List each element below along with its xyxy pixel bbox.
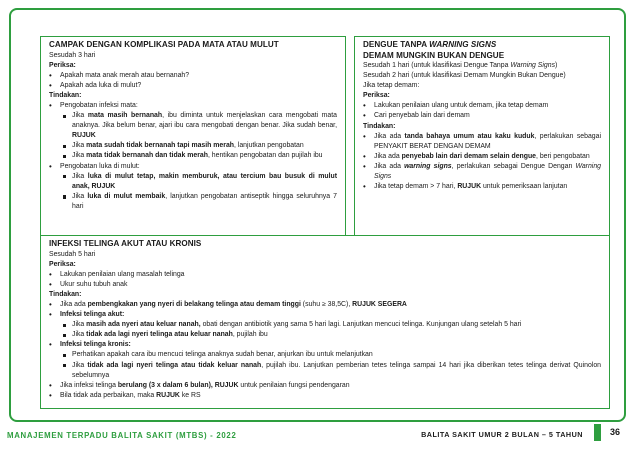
campak-title: CAMPAK DENGAN KOMPLIKASI PADA MATA ATAU MULUT bbox=[49, 40, 279, 49]
demam-title: DEMAM MUNGKIN BUKAN DENGUE bbox=[363, 50, 505, 60]
list-item bbox=[49, 162, 337, 212]
list-item bbox=[49, 101, 337, 162]
item-text-bold: RUJUK SEGERA bbox=[352, 300, 407, 308]
item-text: Jika bbox=[72, 142, 87, 150]
item-text: , hentikan pengobatan dan pujilah ibu bbox=[207, 152, 323, 160]
item-text: Jika bbox=[72, 192, 88, 200]
list-item bbox=[60, 330, 601, 340]
item-text-bold: penyebab lain dari demam selain dengue bbox=[401, 152, 537, 160]
item-text: Jika tetap demam > 7 hari, bbox=[374, 183, 458, 191]
item-text: Jika ada bbox=[374, 162, 405, 170]
telinga-title: INFEKSI TELINGA AKUT ATAU KRONIS bbox=[49, 239, 202, 248]
periksa-label: Periksa: bbox=[49, 260, 76, 268]
item-text-bold: tanda bahaya umum atau kaku kuduk bbox=[404, 132, 535, 140]
item-text-bold: RUJUK bbox=[72, 132, 96, 140]
item-text: , beri pengobatan bbox=[536, 152, 590, 160]
item-text: , ibu diminta untuk menjelaskan cara mengobati mata anaknya. Jika belum benar, ajari ibu cara mengobati dengan benar. Jika sudah benar, bbox=[72, 112, 338, 130]
item-text: untuk penilaian fungsi pendengaran bbox=[238, 381, 350, 389]
list-item bbox=[60, 361, 601, 381]
title-text: DENGUE TANPA bbox=[363, 40, 430, 49]
list-item bbox=[49, 340, 601, 380]
list-item bbox=[60, 151, 337, 161]
item-text: , pujilah ibu. Lanjutkan pemberian tetes telinga sampai 14 hari jika diberikan tetes telinga derivat Quinolon sebelumnya bbox=[72, 361, 601, 379]
item-text-bold: luka di mulut tetap, makin memburuk, atau tercium bau busuk di mulut anak, RUJUK bbox=[72, 172, 338, 190]
item-text-bold: mata sudah tidak bernanah tapi masih merah bbox=[86, 142, 234, 150]
item-text-italic: Warning Signs bbox=[374, 162, 601, 181]
line-text: ) bbox=[555, 62, 558, 69]
item-text: untuk pemeriksaan lanjutan bbox=[481, 183, 568, 191]
item-text: Jika bbox=[72, 331, 87, 339]
list-item bbox=[60, 192, 337, 212]
item-text-bold: tidak ada lagi nyeri telinga atau keluar nanah bbox=[86, 331, 233, 339]
demam-followup-time: Sesudah 2 hari (untuk klasifikasi Demam Mungkin Bukan Dengue) bbox=[363, 72, 566, 80]
dengue-box bbox=[354, 36, 610, 236]
item-text: Jika bbox=[72, 152, 87, 160]
item-text-bold: luka di mulut membaik bbox=[87, 192, 166, 200]
item-text-bold: masih ada nyeri atau keluar nanah, bbox=[86, 321, 201, 329]
list-item bbox=[60, 111, 337, 141]
item-text-bold: tidak ada lagi nyeri telinga atau tidak keluar nanah bbox=[87, 361, 262, 369]
item-text-bold: mata tidak bernanah dan tidak merah bbox=[86, 152, 208, 160]
item-text: , perlakukan sebagai Dengue Dengan bbox=[451, 162, 576, 170]
tindakan-list bbox=[49, 300, 601, 401]
list-item: • Apakah mata anak merah atau bernanah? bbox=[49, 71, 337, 81]
tindakan-label: Tindakan: bbox=[49, 91, 82, 99]
item-text: , lanjutkan pengobatan bbox=[233, 142, 304, 150]
list-item bbox=[363, 182, 601, 192]
item-text: Jika bbox=[72, 172, 88, 180]
item-text-bold-italic: warning signs bbox=[404, 162, 452, 170]
dengue-title bbox=[363, 40, 601, 51]
telinga-box bbox=[40, 235, 610, 409]
tindakan-list bbox=[49, 101, 337, 212]
item-text: (suhu ≥ 38,5C), bbox=[300, 300, 353, 308]
list-item bbox=[363, 162, 601, 182]
list-item: • Ukur suhu tubuh anak bbox=[49, 280, 601, 290]
sub-list bbox=[60, 172, 337, 212]
list-item bbox=[363, 132, 601, 152]
condition-line: Jika tetap demam: bbox=[363, 82, 420, 90]
title-text-italic: WARNING SIGNS bbox=[429, 40, 497, 49]
list-item: • Lakukan penilaian ulang untuk demam, jika tetap demam bbox=[363, 101, 601, 111]
list-item: Perhatikan apakah cara ibu mencuci telinga anaknya sudah benar, anjurkan ibu untuk melanjutkan bbox=[60, 350, 601, 360]
item-text-bold: mata masih bernanah bbox=[87, 112, 163, 120]
periksa-label: Periksa: bbox=[49, 61, 76, 69]
dengue-followup-time bbox=[363, 61, 601, 71]
item-text: , lanjutkan pengobatan antiseptik hingga seluruhnya 7 hari bbox=[72, 192, 337, 210]
periksa-list bbox=[49, 71, 337, 91]
item-text-bold: RUJUK bbox=[457, 183, 482, 191]
list-item: • Lakukan penilaian ulang masalah telinga bbox=[49, 270, 601, 280]
item-text-bold: RUJUK bbox=[156, 391, 180, 399]
item-text: Jika ada bbox=[374, 152, 402, 160]
periksa-label: Periksa: bbox=[363, 92, 390, 100]
item-text: , perlakukan sebagai PENYAKIT BERAT DENGAN DEMAM bbox=[374, 132, 601, 150]
tindakan-label: Tindakan: bbox=[363, 122, 396, 130]
item-text: Jika bbox=[72, 361, 88, 369]
footer-document-title: MANAJEMEN TERPADU BALITA SAKIT (MTBS) - 2022 bbox=[7, 431, 237, 440]
item-text: Jika ada bbox=[374, 132, 405, 140]
sub-list bbox=[60, 320, 601, 340]
campak-followup-time: Sesudah 3 hari bbox=[49, 51, 96, 59]
list-item bbox=[49, 381, 601, 391]
line-text: Sesudah 1 hari (untuk klasifikasi Dengue Tanpa bbox=[363, 62, 511, 69]
item-text: Pengobatan infeksi mata: bbox=[60, 101, 138, 109]
item-text: Pengobatan luka di mulut: bbox=[60, 162, 140, 170]
tindakan-list bbox=[363, 132, 601, 193]
sub-list bbox=[60, 350, 601, 380]
item-text: ke RS bbox=[179, 391, 201, 399]
tindakan-label: Tindakan: bbox=[49, 290, 82, 298]
page-number-badge bbox=[594, 424, 601, 441]
periksa-list bbox=[363, 101, 601, 121]
list-item bbox=[60, 141, 337, 151]
list-item bbox=[60, 320, 601, 330]
item-text-bold: Infeksi telinga akut: bbox=[60, 311, 125, 319]
list-item bbox=[49, 391, 601, 401]
list-item bbox=[363, 152, 601, 162]
item-text-bold: Infeksi telinga kronis: bbox=[60, 341, 131, 349]
list-item: • Apakah ada luka di mulut? bbox=[49, 81, 337, 91]
list-item bbox=[49, 300, 601, 310]
list-item bbox=[49, 310, 601, 340]
page-number: 36 bbox=[610, 427, 621, 437]
sub-list bbox=[60, 111, 337, 161]
item-text: Bila tidak ada perbaikan, maka bbox=[60, 391, 157, 399]
footer-section-title: BALITA SAKIT UMUR 2 BULAN – 5 TAHUN bbox=[421, 430, 583, 439]
telinga-followup-time: Sesudah 5 hari bbox=[49, 250, 96, 258]
list-item: • Cari penyebab lain dari demam bbox=[363, 111, 601, 121]
item-text: obati dengan antibiotik yang sama 5 hari lagi. Lanjutkan mencuci telinga. Kunjungan ulang setelah 5 hari bbox=[200, 321, 522, 329]
item-text: Jika infeksi telinga bbox=[60, 381, 118, 389]
item-text: Jika bbox=[72, 112, 88, 120]
item-text: Jika bbox=[72, 321, 87, 329]
line-text-italic: Warning Signs bbox=[510, 62, 556, 69]
item-text: Jika ada bbox=[60, 300, 88, 308]
item-text: , pujilah ibu bbox=[232, 331, 268, 339]
item-text-bold: pembengkakan yang nyeri di belakang telinga atau demam tinggi bbox=[87, 300, 301, 308]
periksa-list bbox=[49, 270, 601, 290]
list-item bbox=[60, 172, 337, 192]
campak-box bbox=[40, 36, 346, 236]
item-text-bold: berulang (3 x dalam 6 bulan), RUJUK bbox=[117, 381, 239, 389]
